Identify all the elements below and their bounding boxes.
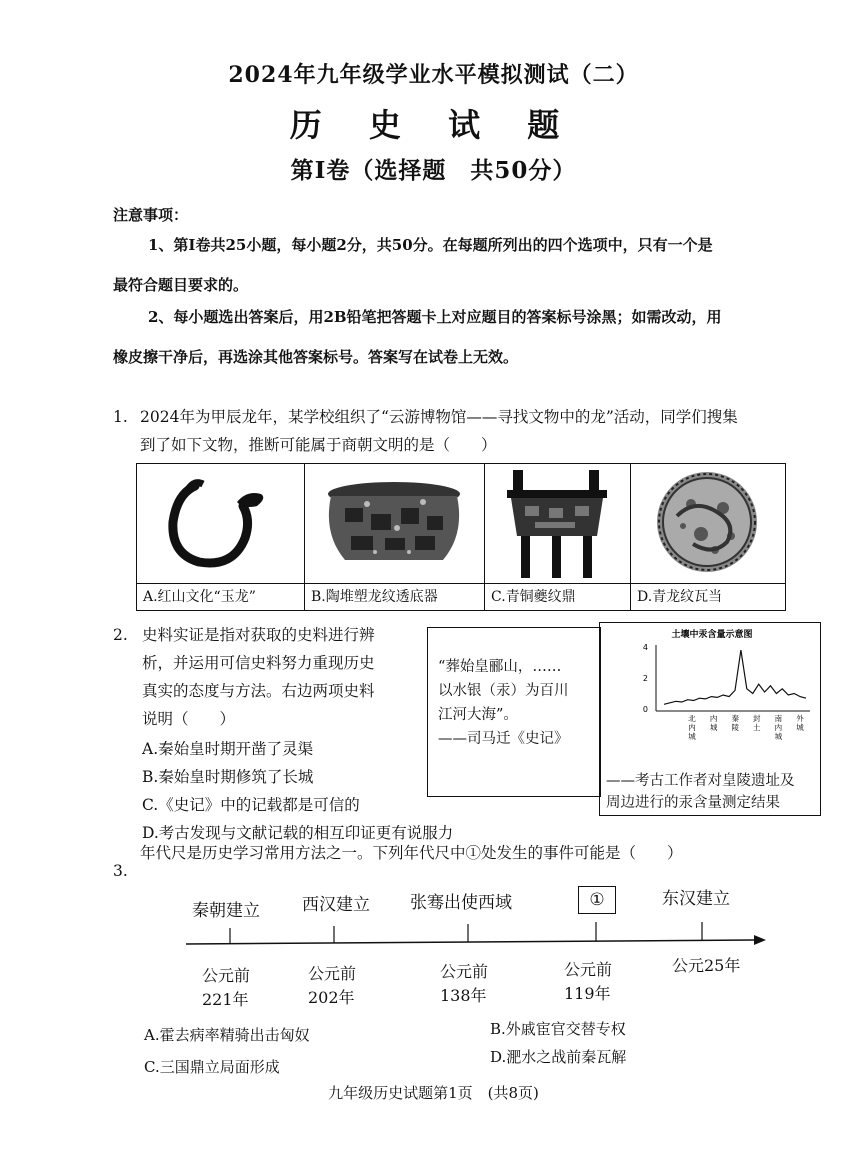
q3-option-c: C.三国鼎立局面形成	[144, 1058, 280, 1076]
timeline-event-3: 张骞出使西域	[410, 893, 512, 913]
artifact-cell-c	[485, 464, 631, 610]
series-line	[664, 650, 806, 704]
year-4-value: 119年	[564, 984, 611, 1003]
x-tick-label: 北内城	[688, 714, 696, 741]
q3-option-d: D.淝水之战前秦瓦解	[490, 1048, 627, 1066]
x-tick-label: 封土	[753, 714, 761, 732]
x-tick-label: 秦陵	[731, 714, 739, 732]
source-line-1: “葬始皇郦山，……	[438, 659, 562, 675]
q1-line1: 2024年为甲辰龙年，某学校组织了“云游博物馆——寻找文物中的龙”活动，同学们搜集	[140, 408, 738, 426]
exam-title: 2024年九年级学业水平模拟测试（二）	[228, 62, 639, 88]
q3-option-a: A.霍去病率精骑出击匈奴	[144, 1026, 310, 1044]
bronze-ding-image	[485, 464, 630, 584]
q2-option-d: D.考古发现与文献记载的相互印证更有说服力	[142, 824, 454, 842]
notice-item2-line2: 橡皮擦干净后，再选涂其他答案标号。答案写在试卷上无效。	[113, 348, 519, 366]
timeline-year-2	[308, 962, 356, 1010]
timeline-year-4	[564, 958, 612, 1006]
artifact-cell-b	[305, 464, 485, 610]
year-1-prefix: 公元前	[202, 966, 251, 985]
q3-option-b: B.外戚宦官交替专权	[490, 1020, 626, 1038]
jade-dragon-image	[137, 464, 304, 584]
q2-option-c: C.《史记》中的记载都是可信的	[142, 796, 360, 814]
x-tick-label: 外城	[796, 714, 804, 732]
artifact-cell-a	[137, 464, 305, 610]
subject-title: 历 史 试 题	[289, 106, 578, 144]
timeline-event-1: 秦朝建立	[192, 901, 260, 921]
timeline-event-4-blank: ①	[578, 886, 616, 914]
q2-option-a: A.秦始皇时期开凿了灵渠	[142, 740, 314, 758]
notice-item1-line2: 最符合题目要求的。	[113, 276, 249, 294]
chart-title: 土壤中汞含量示意图	[671, 630, 753, 640]
y-tick-label: 2	[642, 674, 648, 683]
x-tick-label: 内城	[709, 714, 718, 732]
source-line-2: 以水银（汞）为百川	[438, 683, 569, 699]
chart-caption-line2: 周边进行的汞含量测定结果	[606, 795, 780, 811]
q2-number: 2.	[113, 626, 128, 644]
q2-line2: 析，并运用可信史料努力重现历史	[142, 654, 375, 672]
notice-item1-line1: 1、第Ⅰ卷共25小题，每小题2分，共50分。在每题所列出的四个选项中，只有一个是	[148, 236, 713, 254]
source-line-4: ——司马迁《史记》	[438, 731, 569, 747]
year-1-value: 221年	[202, 990, 249, 1009]
y-tick-label: 0	[642, 705, 648, 714]
timeline-axis	[182, 920, 767, 950]
x-tick-label: 南内城	[774, 714, 783, 741]
notice-item2-line1: 2、每小题选出答案后，用2B铅笔把答题卡上对应题目的答案标号涂黑；如需改动，用	[148, 308, 722, 326]
q1-artifact-table	[136, 463, 786, 611]
q2-source-text-box	[427, 627, 601, 797]
caption-d: D.青龙纹瓦当	[631, 583, 785, 610]
q2-line1: 史料实证是指对获取的史料进行辨	[142, 626, 375, 644]
q2-line3: 真实的态度与方法。右边两项史料	[142, 682, 375, 700]
year-5-label: 公元25年	[672, 956, 741, 975]
q2-mercury-chart-box	[599, 622, 821, 816]
year-3-prefix: 公元前	[440, 962, 489, 981]
year-4-prefix: 公元前	[564, 960, 613, 979]
timeline-year-5	[672, 954, 740, 978]
q2-option-b: B.秦始皇时期修筑了长城	[142, 768, 314, 786]
q1-number: 1.	[113, 408, 128, 426]
caption-c: C.青铜夔纹鼎	[485, 583, 630, 610]
section-title: 第Ⅰ卷（选择题 共50分）	[290, 157, 577, 184]
pottery-vessel-image	[305, 464, 484, 584]
timeline-event-2: 西汉建立	[302, 895, 370, 915]
y-tick-label: 4	[642, 643, 648, 652]
roof-tile-end-image	[631, 464, 785, 584]
q2-line4: 说明（ ）	[142, 710, 236, 728]
q3-stem: 年代尺是历史学习常用方法之一。下列年代尺中①处发生的事件可能是（ ）	[140, 844, 683, 862]
timeline-year-1	[202, 964, 250, 1012]
page-footer: 九年级历史试题第1页 (共8页)	[328, 1084, 539, 1102]
timeline-year-3	[440, 960, 488, 1008]
q3-number: 3.	[113, 862, 128, 880]
year-2-prefix: 公元前	[308, 964, 357, 983]
caption-b: B.陶堆塑龙纹透底器	[305, 583, 484, 610]
year-2-value: 202年	[308, 988, 355, 1007]
mercury-chart	[600, 623, 818, 763]
notice-heading: 注意事项：	[113, 206, 189, 224]
timeline-event-5: 东汉建立	[662, 889, 730, 909]
source-line-3: 江河大海”。	[438, 707, 518, 723]
q1-line2: 到了如下文物，推断可能属于商朝文明的是（ ）	[140, 436, 497, 454]
chart-caption-line1: ——考古工作者对皇陵遗址及	[606, 773, 795, 789]
year-3-value: 138年	[440, 986, 487, 1005]
artifact-cell-d	[631, 464, 785, 610]
caption-a: A.红山文化“玉龙”	[137, 583, 304, 610]
